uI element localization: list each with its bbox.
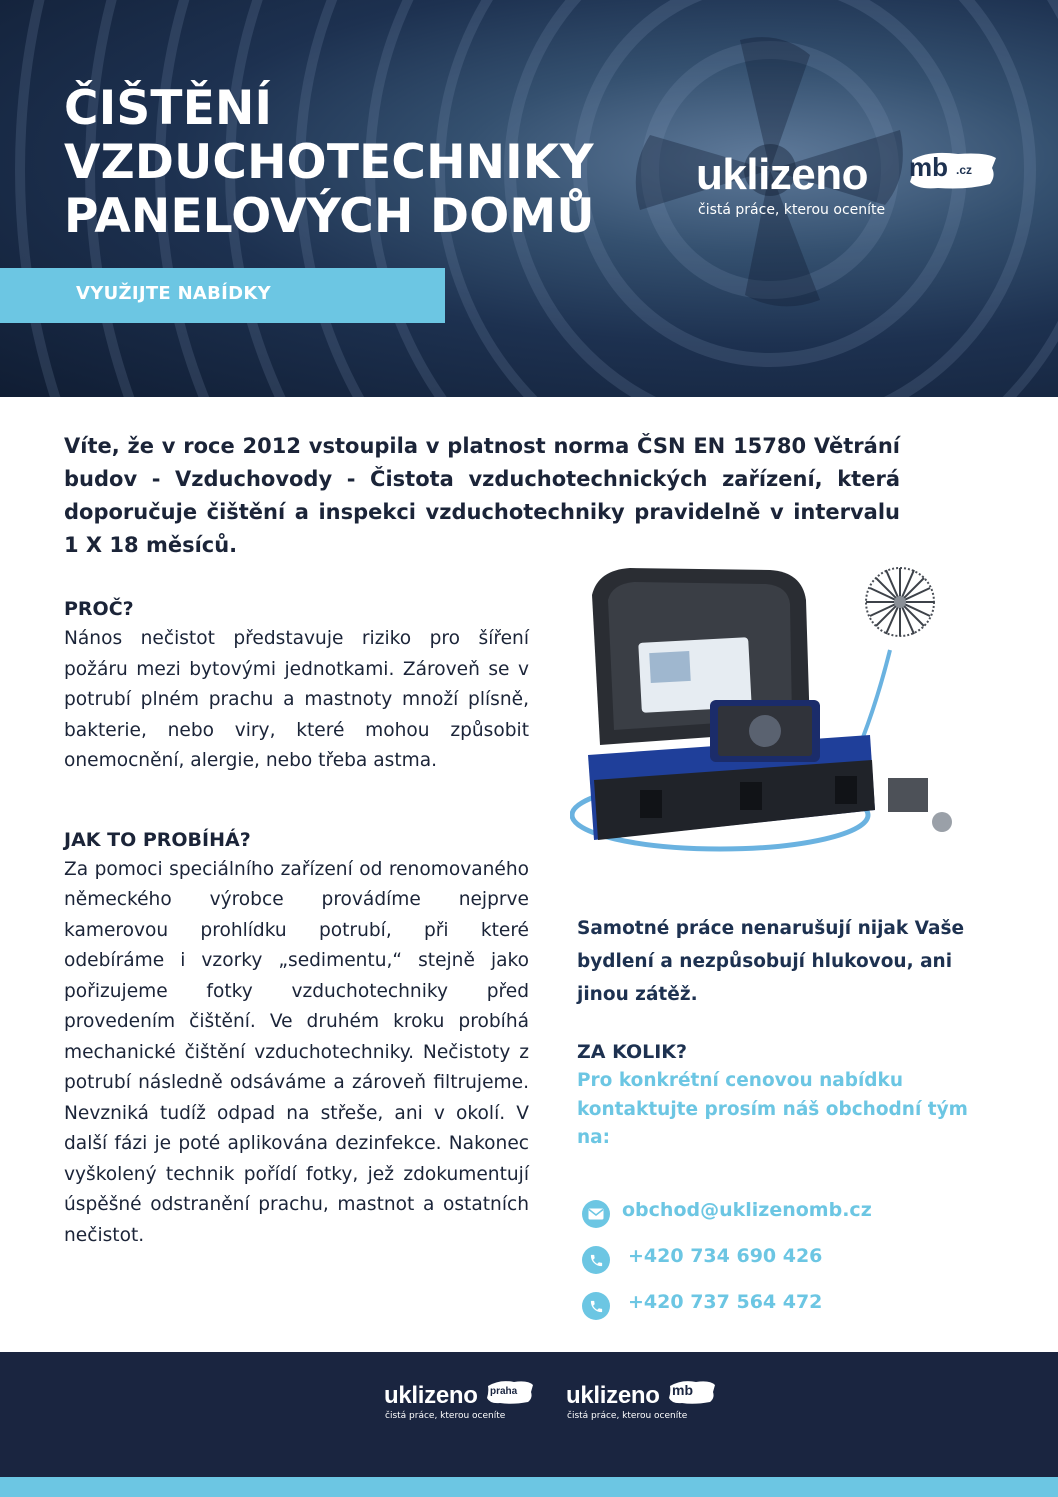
why-heading: PROČ? (64, 598, 134, 620)
offer-label: VYUŽIJTE NABÍDKY (76, 283, 272, 304)
how-heading: JAK TO PROBÍHÁ? (64, 828, 251, 851)
brush-head-icon (866, 568, 934, 636)
footer-logo-tagline: čistá práce, kterou oceníte (567, 1411, 688, 1421)
envelope-icon (582, 1200, 610, 1228)
phone-icon (582, 1246, 610, 1274)
contact-phone-2[interactable]: +420 737 564 472 (628, 1291, 823, 1313)
footer-logo-mb (566, 1378, 716, 1438)
contact-email-row[interactable] (580, 1196, 1000, 1242)
title-line-3: PANELOVÝCH DOMŮ (64, 189, 595, 244)
title-line-2: VZDUCHOTECHNIKY (64, 135, 594, 190)
logo-badge: mb (909, 152, 948, 182)
phone-icon (582, 1292, 610, 1320)
footer-logo-word: uklizeno (566, 1382, 660, 1409)
page-title (64, 82, 595, 244)
contact-phone-row-2[interactable] (580, 1288, 1000, 1334)
offer-banner (0, 268, 445, 323)
footer-logo-badge: praha (490, 1386, 518, 1397)
logo-word: uklizeno (696, 150, 869, 199)
left-column (64, 594, 529, 1251)
hero-banner (0, 0, 1058, 397)
title-line-1: ČIŠTĚNÍ (64, 81, 273, 136)
why-text: Nános nečistot představuje riziko pro šíření požáru mezi bytovými jednotkami. Zároveň se v potrubí plném prachu a mastnoty množí plísně, bakterie, nebo viry, které mohou způsobit onemocnění, alergie, nebo třeba astma. (64, 628, 529, 771)
footer-logo-badge: mb (672, 1382, 693, 1398)
contact-phone-row-1[interactable] (580, 1242, 1000, 1288)
contact-list (580, 1196, 1000, 1334)
footer-logo-tagline: čistá práce, kterou oceníte (385, 1411, 506, 1421)
footer-logo-word: uklizeno (384, 1382, 478, 1409)
inspection-camera-case-image (570, 540, 1000, 880)
pricing-heading: ZA KOLIK? (577, 1041, 688, 1063)
logo-domain: .cz (956, 163, 973, 177)
contact-email[interactable]: obchod@uklizenomb.cz (622, 1199, 872, 1221)
logo-tagline: čistá práce, kterou oceníte (698, 202, 886, 218)
right-column (577, 912, 1007, 1153)
how-text: Za pomoci speciálního zařízení od renomovaného německého výrobce provádíme nejprve kamerovou prohlídku potrubí, při které odebíráme i vzorky „sedimentu,“ stejně jako pořizujeme fotky vzduchotechniky před provedením čištění. Ve druhém kroku probíhá mechanické čištění vzduchotechniky. Nečistoty z potrubí následně odsáváme a zároveň filtrujeme. Nevzniká tudíž odpad na střeše, ani v okolí. V další fázi je poté aplikována dezinfekce. Nakonec vyškolený technik pořídí fotky, jež zdokumentují úspěšné odstranění prachu, mastnot a ostatních nečistot. (64, 858, 529, 1246)
contact-phone-1[interactable]: +420 734 690 426 (628, 1245, 823, 1267)
footer-logo-praha (384, 1378, 534, 1438)
footer-accent-strip (0, 1477, 1058, 1497)
brand-logo (696, 134, 996, 224)
pricing-text: Pro konkrétní cenovou nabídku kontaktujte prosím náš obchodní tým na: (577, 1070, 968, 1148)
intro-paragraph: Víte, že v roce 2012 vstoupila v platnost norma ČSN EN 15780 Větrání budov - Vzduchovody - Čistota vzduchotechnických zařízení, která doporučuje čištění a inspekci vzduchotechniky pravidelně v intervalu 1 X 18 měsíců. (64, 434, 900, 557)
no-disturbance-note: Samotné práce nenarušují nijak Vaše bydlení a nezpůsobují hlukovou, ani jinou zátěž. (577, 918, 965, 1005)
